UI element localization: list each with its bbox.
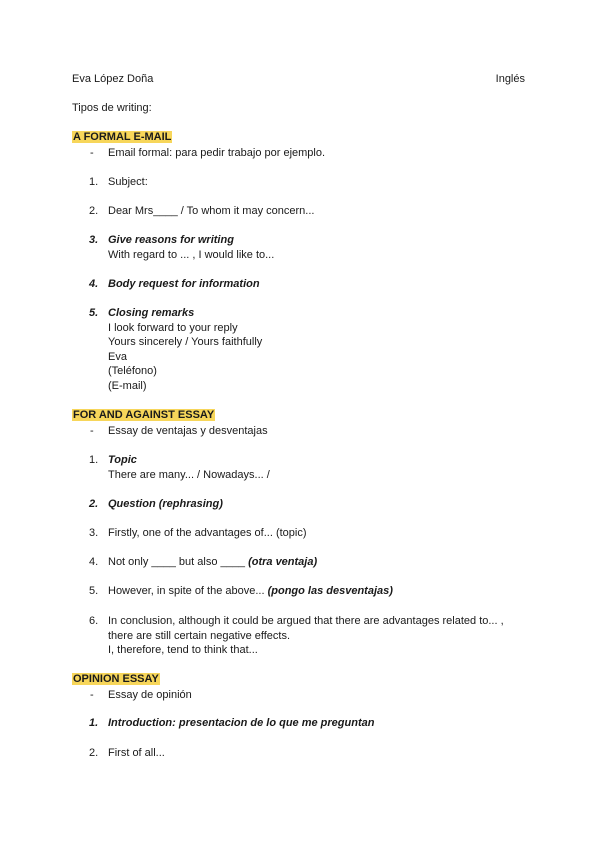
list-subtext: With regard to ... , I would like to... (108, 249, 275, 261)
list-number: 3. (89, 527, 99, 539)
formal-email-title: A FORMAL E-MAIL (73, 131, 172, 143)
for-against-title: FOR AND AGAINST ESSAY (73, 409, 215, 421)
list-number: 2. (89, 205, 99, 217)
list-text: Question (rephrasing) (108, 498, 223, 510)
list-text: Not only ____ but also ____ (108, 556, 245, 568)
closing-line: (E-mail) (108, 380, 147, 392)
list-number: 1. (89, 454, 99, 466)
list-text: Body request for information (108, 278, 260, 290)
conclusion-line: there are still certain negative effects. (108, 630, 291, 642)
list-bold-tail: (otra ventaja) (248, 556, 318, 568)
section-title-formal-email (72, 130, 172, 144)
list-number: 5. (89, 585, 99, 597)
list-bold-tail: (pongo las desventajas) (267, 585, 393, 597)
formal-email-dash-text: Email formal: para pedir trabajo por ejemplo. (108, 147, 326, 159)
list-number: 4. (89, 556, 99, 568)
list-subtext: There are many... / Nowadays... / (108, 469, 270, 481)
closing-line: Yours sincerely / Yours faithfully (108, 336, 263, 348)
list-text: Subject: (108, 176, 148, 188)
opinion-dash-text: Essay de opinión (108, 689, 192, 701)
opinion-title: OPINION ESSAY (73, 673, 159, 685)
list-text: Introduction: presentacion de lo que me preguntan (108, 717, 375, 729)
for-against-dash-text: Essay de ventajas y desventajas (108, 425, 268, 437)
author-name: Eva López Doña (72, 73, 154, 85)
closing-line: Eva (108, 351, 127, 363)
list-number: 6. (89, 615, 99, 627)
dash-bullet: - (90, 425, 94, 437)
intro-text: Tipos de writing: (72, 102, 152, 114)
list-text: Give reasons for writing (108, 234, 234, 246)
list-text: Firstly, one of the advantages of... (topic) (108, 527, 307, 539)
list-number: 4. (89, 278, 99, 290)
section-title-opinion (72, 672, 160, 686)
dash-bullet: - (90, 147, 94, 159)
list-text: First of all... (108, 747, 165, 759)
list-number: 2. (89, 747, 99, 759)
list-number: 5. (89, 307, 99, 319)
list-number: 3. (89, 234, 99, 246)
list-text-wrap (108, 584, 393, 598)
subject-name: Inglés (495, 73, 525, 85)
list-text-wrap (108, 555, 317, 569)
list-text: Closing remarks (108, 307, 195, 319)
list-number: 1. (89, 717, 99, 729)
conclusion-line: I, therefore, tend to think that... (108, 644, 258, 656)
list-text: In conclusion, although it could be argued that there are advantages related to... , (108, 615, 504, 627)
dash-bullet: - (90, 689, 94, 701)
list-number: 2. (89, 498, 99, 510)
closing-line: I look forward to your reply (108, 322, 238, 334)
section-title-for-against (72, 408, 215, 422)
list-text: Topic (108, 454, 137, 466)
closing-line: (Teléfono) (108, 365, 157, 377)
list-text: Dear Mrs____ / To whom it may concern... (108, 205, 315, 217)
list-text: However, in spite of the above... (108, 585, 265, 597)
list-number: 1. (89, 176, 99, 188)
